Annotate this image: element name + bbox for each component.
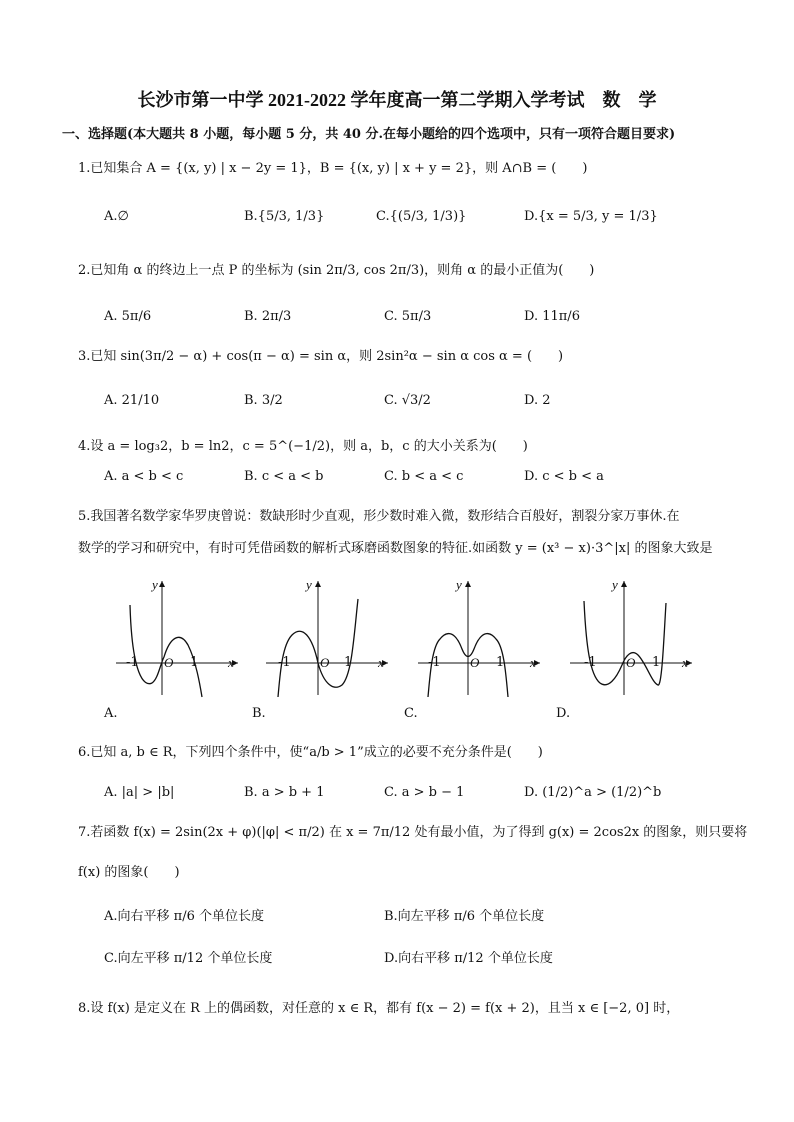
q4-stem: 4.设 a = log₃2，b = ln2，c = 5^(−1/2)，则 a，b，c 的大小关系为( ) [78, 439, 528, 454]
q7-option-b: B.向左平移 π/6 个单位长度 [384, 909, 545, 924]
q5-option-a: A. [104, 706, 118, 721]
q4-option-d: D. c < b < a [524, 469, 604, 484]
q7-stem-line2: f(x) 的图象( ) [78, 865, 180, 880]
q7-option-d: D.向右平移 π/12 个单位长度 [384, 951, 553, 966]
q5c-origin: O [470, 655, 480, 670]
q5b-tick-pos: 1 [344, 655, 353, 670]
q1-option-d: D.{x = 5/3, y = 1/3} [524, 209, 658, 224]
section-heading: 一、选择题(本大题共 8 小题，每小题 5 分，共 40 分.在每小题给的四个选项中，只有一项符合题目要求) [62, 127, 676, 142]
q5a-tick-pos: 1 [190, 655, 199, 670]
q2-option-b: B. 2π/3 [244, 309, 292, 324]
q2-stem: 2.已知角 α 的终边上一点 P 的坐标为 (sin 2π/3, cos 2π/3)，则角 α 的最小正值为( ) [78, 263, 595, 278]
q5a-y-label: y [152, 577, 158, 592]
exam-title: 长沙市第一中学 2021-2022 学年度高一第二学期入学考试 数 学 [137, 90, 657, 110]
q6-option-a: A. |a| > |b| [104, 785, 175, 800]
q5b-origin: O [320, 655, 330, 670]
q2-option-d: D. 11π/6 [524, 309, 580, 324]
q5-stem-line1: 5.我国著名数学家华罗庚曾说：数缺形时少直观，形少数时难入微，数形结合百般好，割裂分家万事休.在 [78, 509, 680, 524]
q5d-y-label: y [612, 577, 618, 592]
q4-option-a: A. a < b < c [104, 469, 184, 484]
q5c-x-label: x [530, 655, 536, 670]
q3-option-d: D. 2 [524, 393, 551, 408]
q2-option-c: C. 5π/3 [384, 309, 432, 324]
q7-option-a: A.向右平移 π/6 个单位长度 [104, 909, 264, 924]
q5c-tick-neg: -1 [428, 655, 441, 670]
q6-option-c: C. a > b − 1 [384, 785, 465, 800]
q5c-tick-pos: 1 [496, 655, 505, 670]
q8-stem: 8.设 f(x) 是定义在 R 上的偶函数，对任意的 x ∈ R，都有 f(x − 2) = f(x + 2)，且当 x ∈ [−2, 0] 时， [78, 1001, 680, 1016]
q5a-x-label: x [228, 655, 234, 670]
q1-option-b: B.{5/3, 1/3} [244, 209, 325, 224]
q1-stem: 1.已知集合 A = {(x, y) | x − 2y = 1}，B = {(x, y) | x + y = 2}，则 A∩B = ( ) [78, 161, 588, 176]
q5-graph-b [262, 575, 392, 700]
q5-option-d: D. [556, 706, 571, 721]
q4-option-b: B. c < a < b [244, 469, 324, 484]
q1-option-a: A.∅ [104, 209, 129, 224]
q5-graph-a [112, 575, 242, 700]
q6-option-d: D. (1/2)^a > (1/2)^b [524, 785, 662, 800]
q5-graph-d [566, 575, 696, 700]
q5d-x-label: x [682, 655, 688, 670]
q7-option-c: C.向左平移 π/12 个单位长度 [104, 951, 273, 966]
q2-option-a: A. 5π/6 [104, 309, 152, 324]
q5d-tick-neg: -1 [584, 655, 597, 670]
q3-option-b: B. 3/2 [244, 393, 283, 408]
q5c-y-label: y [456, 577, 462, 592]
q5b-tick-neg: -1 [278, 655, 291, 670]
q5-stem-line2: 数学的学习和研究中，有时可凭借函数的解析式琢磨函数图象的特征.如函数 y = (x³ − x)·3^|x| 的图象大致是 [78, 541, 713, 556]
q5b-y-label: y [306, 577, 312, 592]
q7-stem-line1: 7.若函数 f(x) = 2sin(2x + φ)(|φ| < π/2) 在 x = 7π/12 处有最小值，为了得到 g(x) = 2cos2x 的图象，则只要将 [78, 825, 748, 840]
q6-option-b: B. a > b + 1 [244, 785, 325, 800]
q5-option-b: B. [252, 706, 266, 721]
q5d-origin: O [626, 655, 636, 670]
q5d-tick-pos: 1 [652, 655, 661, 670]
q3-stem: 3.已知 sin(3π/2 − α) + cos(π − α) = sin α，则 2sin²α − sin α cos α = ( ) [78, 349, 564, 364]
q6-stem: 6.已知 a, b ∈ R，下列四个条件中，使“a/b > 1”成立的必要不充分条件是( ) [78, 745, 543, 760]
q5a-tick-neg: -1 [126, 655, 139, 670]
q5b-x-label: x [378, 655, 384, 670]
q4-option-c: C. b < a < c [384, 469, 464, 484]
q5-option-c: C. [404, 706, 418, 721]
q3-option-a: A. 21/10 [104, 393, 160, 408]
q1-option-c: C.{(5/3, 1/3)} [376, 209, 467, 224]
q5a-origin: O [164, 655, 174, 670]
q3-option-c: C. √3/2 [384, 393, 431, 408]
q5-graph-c [414, 575, 544, 700]
